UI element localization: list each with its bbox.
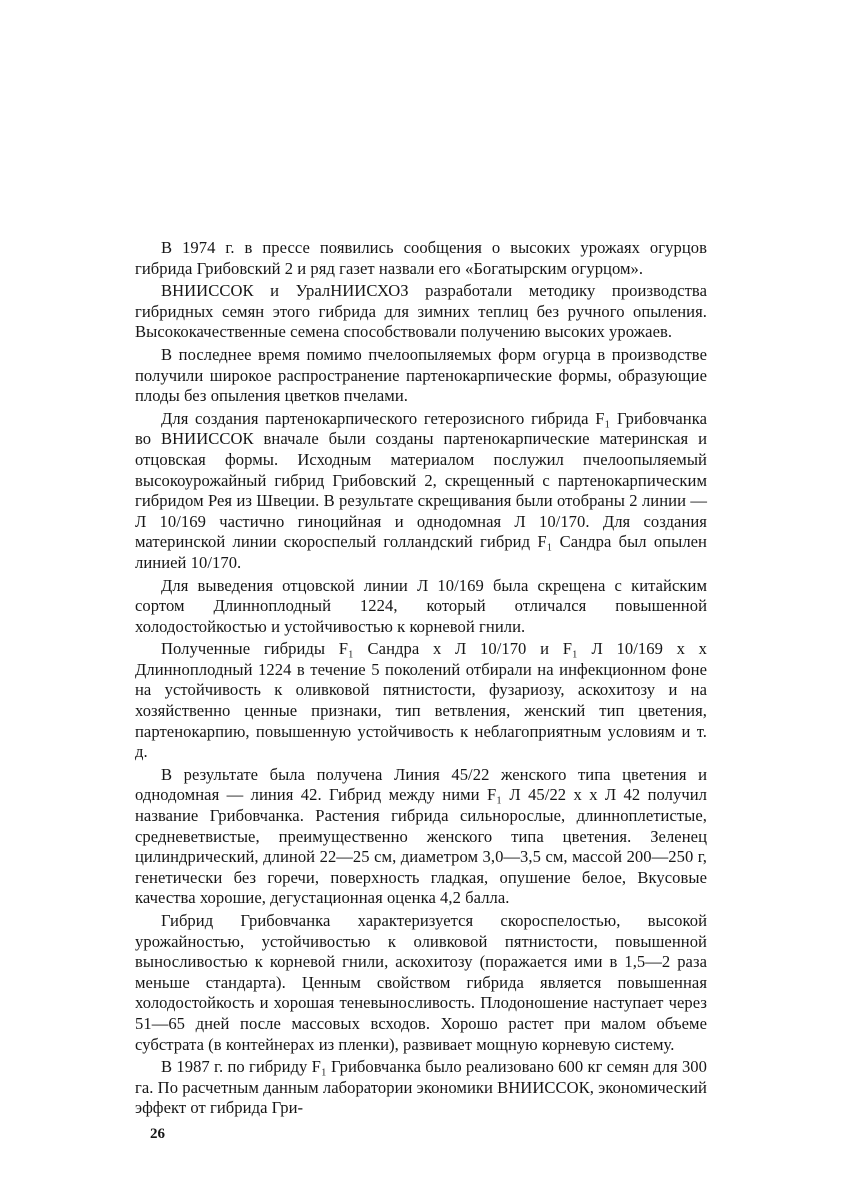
- paragraph-5: Для выведения отцовской линии Л 10/169 была скрещена с китайским сортом Длинноплодный 1224, который отличался повышенной холодостойкостью и устойчивостью к корневой гнили.: [135, 575, 707, 636]
- paragraph-4: Для создания партенокарпического гетерозисного гибрида F₁ Грибовчанка во ВНИИССОК вначале были созданы партенокарпические материнская и отцовская формы. Исходным материалом послужил пчелоопыляемый высокоурожайный гибрид Грибовский 2, скрещенный с партенокарпическим гибридом Рея из Швеции. В результате скрещивания были отобраны 2 линии — Л 10/169 частично гиноцийная и однодомная Л 10/170. Для создания материнской линии скороспелый голландский гибрид F₁ Сандра был опылен линией 10/170.: [135, 408, 707, 572]
- paragraph-6: Полученные гибриды F₁ Сандра х Л 10/170 и F₁ Л 10/169 х х Длинноплодный 1224 в течение 5 поколений отбирали на инфекционном фоне на устойчивость к оливковой пятнистости, фузариозу, аскохитозу и на хозяйственно ценные признаки, тип ветвления, женский тип цветения, партенокарпию, повышенную устойчивость к неблагоприятным условиям и т. д.: [135, 639, 707, 762]
- paragraph-3: В последнее время помимо пчелоопыляемых форм огурца в производстве получили широкое распространение партенокарпические формы, образующие плоды без опыления цветков пчелами.: [135, 344, 707, 406]
- paragraph-8: Гибрид Грибовчанка характеризуется скороспелостью, высокой урожайностью, устойчивостью к оливковой пятнистости, повышенной выносливостью к корневой гнили, аскохитозу (поражается ими в 1,5—2 раза меньше стандарта). Ценным свойством гибрида является повышенная холодостойкость и хорошая теневыносливость. Плодоношение наступает через 51—65 дней после массовых всходов. Хорошо растет при малом объеме субстрата (в контейнерах из пленки), развивает мощную корневую систему.: [135, 911, 707, 1054]
- paragraph-7: В результате была получена Линия 45/22 женского типа цветения и однодомная — линия 42. Гибрид между ними F₁ Л 45/22 х х Л 42 получил название Грибовчанка. Растения гибрида сильнорослые, длинноплетистые, средневетвистые, преимущественно женского типа цветения. Зеленец цилиндрический, длиной 22—25 см, диаметром 3,0—3,5 см, массой 200—250 г, генетически без горечи, поверхность гладкая, опушение белое, Вкусовые качества хорошие, дегустационная оценка 4,2 балла.: [135, 764, 707, 908]
- paragraph-2: ВНИИССОК и УралНИИСХОЗ разработали методику производства гибридных семян этого гибрида для зимних теплиц без ручного опыления. Высококачественные семена способствовали получению высоких урожаев.: [135, 281, 707, 342]
- page-number: 26: [150, 1126, 165, 1142]
- body-text: [135, 238, 707, 1121]
- paragraph-1: В 1974 г. в прессе появились сообщения о высоких урожаях огурцов гибрида Грибовский 2 и ряд газет назвали его «Богатырским огурцом».: [135, 238, 707, 278]
- paragraph-9: В 1987 г. по гибриду F₁ Грибовчанка было реализовано 600 кг семян для 300 га. По расчетным данным лаборатории экономики ВНИИССОК, экономический эффект от гибрида Гри-: [135, 1057, 707, 1118]
